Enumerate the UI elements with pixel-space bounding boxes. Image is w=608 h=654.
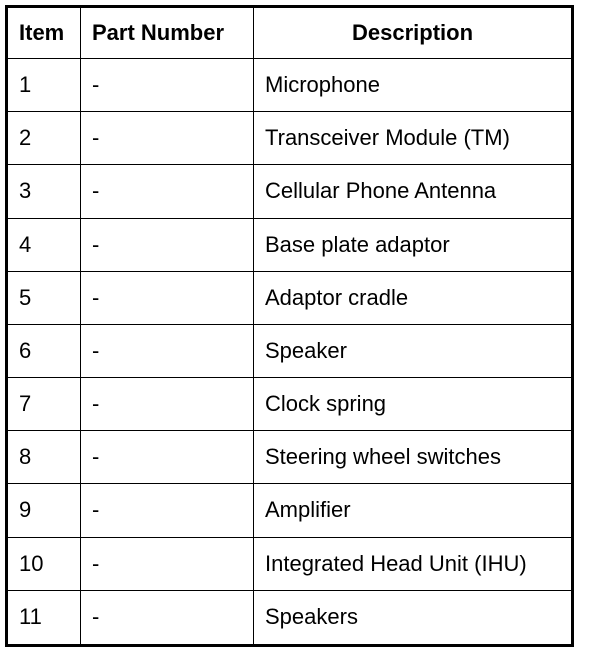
cell-item: 1	[7, 59, 81, 112]
cell-item: 5	[7, 271, 81, 324]
table-row	[7, 59, 573, 112]
table-row	[7, 484, 573, 537]
table-row	[7, 324, 573, 377]
cell-item: 3	[7, 165, 81, 218]
table-row	[7, 537, 573, 590]
cell-description: Transceiver Module (TM)	[254, 112, 573, 165]
table-row	[7, 271, 573, 324]
cell-description: Microphone	[254, 59, 573, 112]
cell-part-number: -	[81, 378, 254, 431]
table-row	[7, 431, 573, 484]
cell-part-number: -	[81, 271, 254, 324]
table-row	[7, 218, 573, 271]
cell-part-number: -	[81, 484, 254, 537]
cell-part-number: -	[81, 324, 254, 377]
header-description: Description	[254, 7, 573, 59]
cell-item: 7	[7, 378, 81, 431]
cell-part-number: -	[81, 218, 254, 271]
cell-item: 10	[7, 537, 81, 590]
cell-description: Integrated Head Unit (IHU)	[254, 537, 573, 590]
cell-item: 2	[7, 112, 81, 165]
table-row	[7, 112, 573, 165]
cell-description: Speaker	[254, 324, 573, 377]
cell-part-number: -	[81, 112, 254, 165]
cell-part-number: -	[81, 431, 254, 484]
cell-description: Clock spring	[254, 378, 573, 431]
header-item: Item	[7, 7, 81, 59]
table-row	[7, 590, 573, 645]
cell-item: 9	[7, 484, 81, 537]
cell-description: Speakers	[254, 590, 573, 645]
cell-item: 4	[7, 218, 81, 271]
cell-part-number: -	[81, 165, 254, 218]
table-row	[7, 378, 573, 431]
parts-table	[5, 5, 574, 647]
cell-part-number: -	[81, 590, 254, 645]
table-header-row	[7, 7, 573, 59]
cell-part-number: -	[81, 537, 254, 590]
cell-item: 8	[7, 431, 81, 484]
cell-description: Steering wheel switches	[254, 431, 573, 484]
cell-part-number: -	[81, 59, 254, 112]
cell-description: Cellular Phone Antenna	[254, 165, 573, 218]
header-part-number: Part Number	[81, 7, 254, 59]
cell-description: Adaptor cradle	[254, 271, 573, 324]
cell-item: 11	[7, 590, 81, 645]
cell-item: 6	[7, 324, 81, 377]
cell-description: Base plate adaptor	[254, 218, 573, 271]
table-row	[7, 165, 573, 218]
cell-description: Amplifier	[254, 484, 573, 537]
